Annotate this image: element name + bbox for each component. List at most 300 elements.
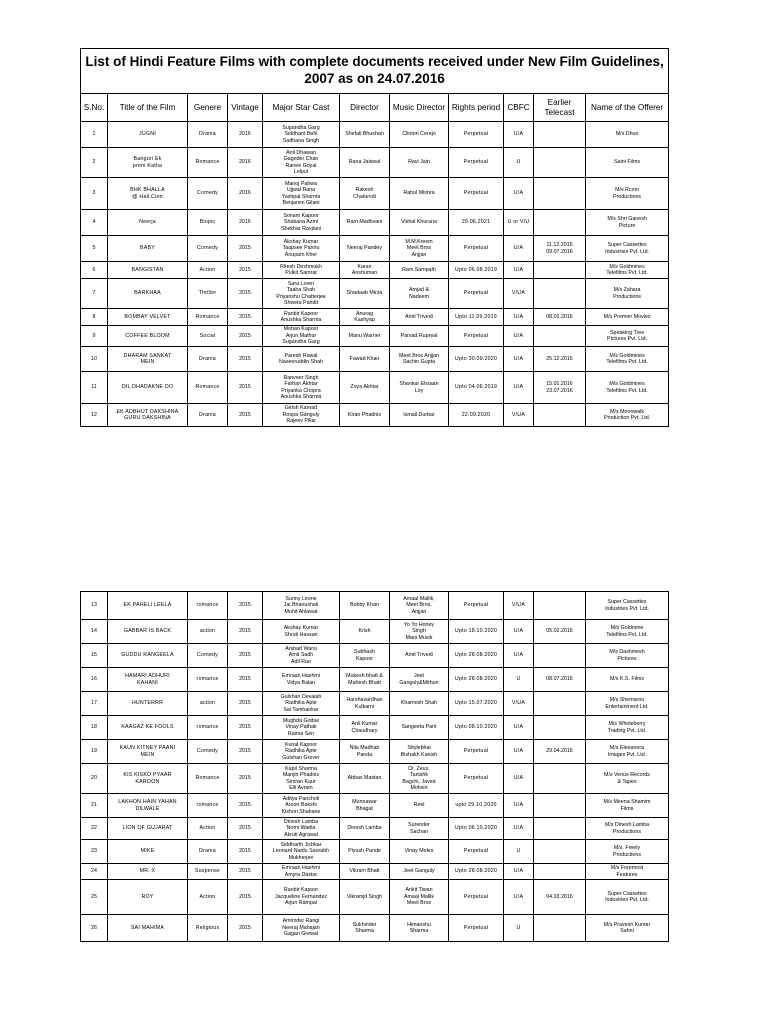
offerer-cell: M/s Rcom Productions [586,178,669,210]
cbfc-cell: U/A [504,716,534,740]
table-row [81,915,669,942]
rights-period-cell: Upto 06.10.2020 [449,818,504,840]
earlier-telecast-cell [534,692,586,716]
offerer-cell: M/s Meena Shamim Films [586,794,669,818]
cbfc-cell: U/A [504,794,534,818]
cbfc-cell: V/UA [504,692,534,716]
genre-cell: Action [188,818,228,840]
star-cast-cell: Girish Karnad Roopa Ganguly Rajeev Pillai [263,404,340,427]
earlier-telecast-cell [534,915,586,942]
rights-period-cell: Perpetual [449,764,504,794]
music-director-cell: Dr. Zeus, Tanishk Bagchi, Javed Mohsin [390,764,449,794]
rights-period-cell: Perpetual [449,740,504,764]
genre-cell: Comedy [188,236,228,262]
offerer-cell: M/s Dashmesh Pictures [586,644,669,668]
film-title-cell: Neerja [108,210,188,236]
table-row [81,880,669,915]
star-cast-cell: Akshay Kumar Taapsee Pannu Anupam Kher [263,236,340,262]
cbfc-cell: U/A [504,644,534,668]
cbfc-cell: V/UA [504,404,534,427]
director-cell: Munnawar Bhagat [340,794,390,818]
director-cell: Shadaab Mirza [340,279,390,309]
column-header-director: Director [340,94,390,122]
music-director-cell: Khamosh Shah [390,692,449,716]
director-cell: Karan Anshuman [340,262,390,279]
star-cast-cell: Ritesh Deshmukh Pulkit Samrat [263,262,340,279]
music-director-cell: Amaal Mallik, Meet Bros, Anjjan [390,592,449,620]
header-row [81,94,669,122]
rights-period-cell: upto 29.10.2020 [449,794,504,818]
director-cell: Mukesh bhatt & Mahesh Bhatt [340,668,390,692]
table-row [81,326,669,347]
table-row [81,372,669,404]
music-director-cell: Ravi Jain [390,148,449,178]
genre-cell: Action [188,880,228,915]
offerer-cell: M/s Shri Ganesh Picture [586,210,669,236]
cbfc-cell: U/A [504,262,534,279]
music-director-cell: Rahul Mishra [390,178,449,210]
genre-cell: Biopic [188,210,228,236]
vintage-cell: 2015 [228,236,263,262]
star-cast-cell: Aditya Pancholi Aroon Bakshi Kishori Shahane [263,794,340,818]
column-header-offerer: Name of the Offerer [586,94,669,122]
vintage-cell: 2015 [228,668,263,692]
vintage-cell: 2015 [228,740,263,764]
earlier-telecast-cell [534,262,586,279]
rights-period-cell: Upto 08.10.2020 [449,716,504,740]
rights-period-cell: Upto 18.10.2020 [449,620,504,644]
film-title-cell: LAKHON HAIN YAHAN DILWALE [108,794,188,818]
director-cell: Piyush Pande [340,840,390,864]
star-cast-cell: Dinesh Lamba Nomi Wadia Akruti Agrawal [263,818,340,840]
earlier-telecast-cell [534,122,586,148]
earlier-telecast-cell [534,178,586,210]
vintage-cell: 2015 [228,279,263,309]
rights-period-cell: Perpetual [449,178,504,210]
column-header-vintage: Vintage [228,94,263,122]
star-cast-cell: Siddharth Jichkar Leonard Naidu Saurabh Mukherjee [263,840,340,864]
cbfc-cell: U/A [504,326,534,347]
star-cast-cell: Arshad Warsi Amit Sadh Adil Rao [263,644,340,668]
vintage-cell: 2015 [228,794,263,818]
rights-period-cell: Perpetual [449,279,504,309]
table-row [81,716,669,740]
cbfc-cell: U [504,915,534,942]
table-row [81,620,669,644]
director-cell: Kiran Phadnis [340,404,390,427]
star-cast-cell: Kapil Sharma Manjiri Phadnis Simran Kaur Elli Avram [263,764,340,794]
offerer-cell: M/s Dhun [586,122,669,148]
star-cast-cell: Sara Loren Taaha Shah Priyanshu Chatterjee Shweta Pandit [263,279,340,309]
table-row [81,794,669,818]
music-director-cell: Jeet Ganguly [390,864,449,880]
column-header-serial-number: S.No. [81,94,108,122]
star-cast-cell: Kunal Kapoor Radhika Apte Gulshan Grover [263,740,340,764]
director-cell: Shefali Bhushan [340,122,390,148]
film-title-cell: LION OF GUJARAT [108,818,188,840]
star-cast-cell: Akshay Kumar Shruti Hassan [263,620,340,644]
genre-cell: Romance [188,148,228,178]
cbfc-cell: V/UA [504,279,534,309]
earlier-telecast-cell: 05.02.2016 [534,620,586,644]
offerer-cell: M/s Goldmines Telefilms Pvt. Ltd. [586,347,669,372]
music-director-cell: Sttylebhai Bishakh Kanish [390,740,449,764]
film-title-cell: BOMBAY VELVET [108,309,188,326]
music-director-cell: Reel [390,794,449,818]
rights-period-cell: Perpetual [449,148,504,178]
cbfc-cell: U/A [504,818,534,840]
vintage-cell: 2015 [228,644,263,668]
earlier-telecast-cell [534,818,586,840]
director-cell: Zoya Akhtar [340,372,390,404]
offerer-cell: Super Cassettes Industries Pvt. Ltd. [586,592,669,620]
serial-number-cell: 2 [81,148,108,178]
music-director-cell: Vinay Moles [390,840,449,864]
serial-number-cell: 21 [81,794,108,818]
star-cast-cell: Paresh Rawal Naseeruddin Shah [263,347,340,372]
serial-number-cell: 1 [81,122,108,148]
serial-number-cell: 22 [81,818,108,840]
column-header-music-director: Music Director [390,94,449,122]
cbfc-cell: U/A [504,372,534,404]
rights-period-cell: Perpetual [449,326,504,347]
music-director-cell: Amjad & Nadeem [390,279,449,309]
vintage-cell: 2015 [228,326,263,347]
music-director-cell: Ismail Durbar [390,404,449,427]
music-director-cell: Ram Sampath [390,262,449,279]
director-cell: Fawad Khan [340,347,390,372]
table-row [81,309,669,326]
vintage-cell: 2015 [228,716,263,740]
star-cast-cell: Manoj Pahwa Ujjwal Rana Yashpal Sharma Benjamin Gilani [263,178,340,210]
cbfc-cell: U [504,668,534,692]
table-row [81,864,669,880]
star-cast-cell: Gulshan Devaiah Radhika Apte Sai Tamhankar [263,692,340,716]
page-title: List of Hindi Feature Films with complete documents received under New Film Guidelines, 2007 as on 24.07.2016 [81,49,669,94]
serial-number-cell: 13 [81,592,108,620]
offerer-cell: M/s Goldmine Telefilms Pvt. Ltd. [586,620,669,644]
table-row [81,692,669,716]
star-cast-cell: Mughda Godse Vinay Pathak Raima Sen [263,716,340,740]
star-cast-cell: Sonam Kapoor Shabana Azmi Shekhar Ravjiani [263,210,340,236]
column-header-genre: Genere [188,94,228,122]
table-row [81,668,669,692]
earlier-telecast-cell [534,210,586,236]
star-cast-cell: Mohan Kapoor Arjun Mathur Sugandha Garg [263,326,340,347]
director-cell: Neeraj Pandey [340,236,390,262]
rights-period-cell: Perpetual [449,592,504,620]
rights-period-cell: Upto 28.08.2020 [449,864,504,880]
music-director-cell: Himanshu Sharma [390,915,449,942]
cbfc-cell: U/A [504,764,534,794]
serial-number-cell: 8 [81,309,108,326]
genre-cell: Drama [188,840,228,864]
vintage-cell: 2015 [228,620,263,644]
serial-number-cell: 9 [81,326,108,347]
table-row [81,740,669,764]
director-cell: Rana Jaiswal [340,148,390,178]
genre-cell: romance [188,592,228,620]
serial-number-cell: 11 [81,372,108,404]
genre-cell: action [188,620,228,644]
rights-period-cell: Upto 28.08.2020 [449,644,504,668]
music-director-cell: Vishal Khurana [390,210,449,236]
cbfc-cell: U/A [504,880,534,915]
vintage-cell: 2016 [228,148,263,178]
music-director-cell: Clinton Cerejo [390,122,449,148]
vintage-cell: 2016 [228,210,263,236]
rights-period-cell: Perpetual [449,122,504,148]
cbfc-cell: U/A [504,740,534,764]
table-row [81,764,669,794]
rights-period-cell: Perpetual [449,840,504,864]
offerer-cell: Super Cassettes Industries Pvt. Ltd. [586,236,669,262]
genre-cell: Social [188,326,228,347]
offerer-cell: M/s Eleeanora Images Pvt. Ltd. [586,740,669,764]
vintage-cell: 2015 [228,372,263,404]
serial-number-cell: 6 [81,262,108,279]
vintage-cell: 2015 [228,309,263,326]
genre-cell: Comedy [188,644,228,668]
cbfc-cell: U or V/U [504,210,534,236]
genre-cell: Action [188,262,228,279]
serial-number-cell: 10 [81,347,108,372]
offerer-cell: M/s Foremost Features [586,864,669,880]
offerer-cell: Saini Films [586,148,669,178]
serial-number-cell: 15 [81,644,108,668]
star-cast-cell: Sunny Leone Jai Bhanushali Mohit Ahlawat [263,592,340,620]
film-title-cell: HAMARI ADHURI KAHANI [108,668,188,692]
earlier-telecast-cell [534,326,586,347]
earlier-telecast-cell: 25.12.2015 [534,347,586,372]
genre-cell: Religious [188,915,228,942]
genre-cell: Romance [188,764,228,794]
rights-period-cell: Perpetual [449,236,504,262]
cbfc-cell: U/A [504,620,534,644]
rights-period-cell: Upto 11.09.2019 [449,309,504,326]
cbfc-cell: U/A [504,309,534,326]
music-director-cell: Yo Yo Honey Singh Mani Musik [390,620,449,644]
film-title-cell: BABY [108,236,188,262]
cbfc-cell: U/A [504,347,534,372]
cbfc-cell: U/A [504,864,534,880]
offerer-cell: M/s. Freely Productions [586,840,669,864]
director-cell: Bobby Khan [340,592,390,620]
table-body [81,592,669,942]
column-header-film-title: Title of the Film [108,94,188,122]
offerer-cell: Super Cassettes Industries Pvt. Ltd. [586,880,669,915]
cbfc-cell: U/A [504,236,534,262]
serial-number-cell: 25 [81,880,108,915]
earlier-telecast-cell: 15.01.2016 23.07.2016 [534,372,586,404]
film-title-cell: EK ADBHUT DAKSHINA GURU DAKSHINA [108,404,188,427]
vintage-cell: 2015 [228,764,263,794]
rights-period-cell: Upto 04.06.2019 [449,372,504,404]
earlier-telecast-cell [534,716,586,740]
earlier-telecast-cell: 29.04.2016 [534,740,586,764]
films-table-part-2 [80,591,669,942]
star-cast-cell: Amrinder Rangi Neeraj Mahajan Gagan Grewal [263,915,340,942]
director-cell: Nila Madhab Panda [340,740,390,764]
film-title-cell: HUNTERRR [108,692,188,716]
genre-cell: romance [188,668,228,692]
offerer-cell: M/s Shemaroo Entertainment Ltd. [586,692,669,716]
offerer-cell: M/s Zahara Productions [586,279,669,309]
film-title-cell: DIL DHADAKNE DO [108,372,188,404]
earlier-telecast-cell [534,644,586,668]
serial-number-cell: 19 [81,740,108,764]
film-title-cell: GUDDU RANGEELA [108,644,188,668]
genre-cell: romance [188,794,228,818]
table-row [81,122,669,148]
vintage-cell: 2015 [228,347,263,372]
rights-period-cell: Upto 30.09.2020 [449,347,504,372]
film-title-cell: BANGISTAN [108,262,188,279]
serial-number-cell: 7 [81,279,108,309]
film-title-cell: KAUN KITNEY PAANI MEIN [108,740,188,764]
music-director-cell: Surender Sachan [390,818,449,840]
genre-cell: Suspense [188,864,228,880]
vintage-cell: 2015 [228,864,263,880]
star-cast-cell: Emraan Hashmi Amyra Dastur [263,864,340,880]
film-title-cell: ROY [108,880,188,915]
earlier-telecast-cell [534,794,586,818]
music-director-cell: Jeet Ganguly&Mithun [390,668,449,692]
earlier-telecast-cell [534,764,586,794]
column-header-rights-period: Rights period [449,94,504,122]
music-director-cell: Parsad Rupreal [390,326,449,347]
serial-number-cell: 24 [81,864,108,880]
genre-cell: Comedy [188,178,228,210]
cbfc-cell: U/A [504,178,534,210]
vintage-cell: 2015 [228,404,263,427]
film-title-cell: BARKHAA [108,279,188,309]
earlier-telecast-cell: 08.07.2016 [534,668,586,692]
table-row [81,644,669,668]
serial-number-cell: 12 [81,404,108,427]
genre-cell: action [188,692,228,716]
serial-number-cell: 26 [81,915,108,942]
music-director-cell: Meet Bros Anjjan Sachin Gupta [390,347,449,372]
star-cast-cell: Sugandha Garg Siddhant Behl Sadhana Singh [263,122,340,148]
star-cast-cell: Anil Dhawan Gagnder Chan Ranee Goyal Lelpul [263,148,340,178]
table-row [81,262,669,279]
column-header-earlier-telecast: Earlier Telecast [534,94,586,122]
music-director-cell: Amit Trivedi [390,309,449,326]
serial-number-cell: 16 [81,668,108,692]
offerer-cell: M/s Venus Records & Tapes [586,764,669,794]
earlier-telecast-cell [534,148,586,178]
director-cell: Ram Madhvani [340,210,390,236]
music-director-cell: M.M.Kreem Meet Bros Anjjan [390,236,449,262]
genre-cell: Romance [188,372,228,404]
film-title-cell: SAI MAHIMA [108,915,188,942]
genre-cell: Drama [188,347,228,372]
rights-period-cell: 29.06.2021 [449,210,504,236]
genre-cell: Comedy [188,740,228,764]
director-cell: Anurag Kashyap [340,309,390,326]
offerer-cell: M/s Pravesh Kumar Sahni [586,915,669,942]
director-cell: Rakesh Chaturvdi [340,178,390,210]
film-title-cell: GABBAR IS BACK [108,620,188,644]
offerer-cell: Speaking Tree Pictures Pvt. Ltd. [586,326,669,347]
film-title-cell: JUGNI [108,122,188,148]
star-cast-cell: Ranbir Kapoor Jacqueline Fernandez Arjun Rampal [263,880,340,915]
offerer-cell: M/s Premier Movies [586,309,669,326]
vintage-cell: 2016 [228,122,263,148]
director-cell: Subhash Kapoor [340,644,390,668]
table-row [81,148,669,178]
film-title-cell: MR. X [108,864,188,880]
table-row [81,592,669,620]
film-title-cell: DHARAM SANKAT MEIN [108,347,188,372]
genre-cell: Romance [188,309,228,326]
film-title-cell: BHK BHALLA @ Hall.Com [108,178,188,210]
table-row [81,840,669,864]
vintage-cell: 2015 [228,262,263,279]
serial-number-cell: 3 [81,178,108,210]
director-cell: Vikramjit Singh [340,880,390,915]
earlier-telecast-cell [534,404,586,427]
vintage-cell: 2015 [228,692,263,716]
director-cell: Vikram Bhatt [340,864,390,880]
music-director-cell: Shankar Ehsaan Loy [390,372,449,404]
earlier-telecast-cell: 08.01.2016 [534,309,586,326]
table-row [81,279,669,309]
table-row [81,210,669,236]
cbfc-cell: V/UA [504,592,534,620]
film-title-cell: Banguri Ek prem Katha [108,148,188,178]
offerer-cell: M/s Wholeberry Trading Pvt. Ltd. [586,716,669,740]
director-cell: Harshavardhan Kulkarni [340,692,390,716]
offerer-cell: M/s Goldmines Telefilms Pvt. Ltd. [586,262,669,279]
table-row [81,404,669,427]
table-row [81,178,669,210]
star-cast-cell: Ranveer Singh Farhan Akhtar Priyanka Chopra Anushka Sharma [263,372,340,404]
offerer-cell: M/s Goldmines Telefilms Pvt. Ltd. [586,372,669,404]
genre-cell: romance [188,716,228,740]
serial-number-cell: 18 [81,716,108,740]
earlier-telecast-cell [534,279,586,309]
serial-number-cell: 5 [81,236,108,262]
cbfc-cell: U [504,840,534,864]
serial-number-cell: 4 [81,210,108,236]
offerer-cell: M/s Moonwalk Production Pvt. Ltd. [586,404,669,427]
serial-number-cell: 23 [81,840,108,864]
serial-number-cell: 17 [81,692,108,716]
film-title-cell: KIS KISKO PYAAR KAROON [108,764,188,794]
column-header-cbfc: CBFC [504,94,534,122]
table-row [81,236,669,262]
music-director-cell: Amit Trivedi [390,644,449,668]
genre-cell: Drama [188,122,228,148]
film-title-cell: EK PAHELI LEELA [108,592,188,620]
rights-period-cell: Upto 15.07.2020 [449,692,504,716]
director-cell: Sukhinder Sharma [340,915,390,942]
rights-period-cell: Upto 06.08.2019 [449,262,504,279]
column-header-star-cast: Major Star Cast [263,94,340,122]
table-body [81,122,669,427]
vintage-cell: 2015 [228,840,263,864]
film-title-cell: KAAGAZ KE FOOLS [108,716,188,740]
earlier-telecast-cell [534,864,586,880]
star-cast-cell: Emraan Hashmi Vidya Balan [263,668,340,692]
table-row [81,347,669,372]
vintage-cell: 2015 [228,915,263,942]
music-director-cell: Sangeeta Pant [390,716,449,740]
director-cell: Abbas Mastan [340,764,390,794]
vintage-cell: 2015 [228,880,263,915]
